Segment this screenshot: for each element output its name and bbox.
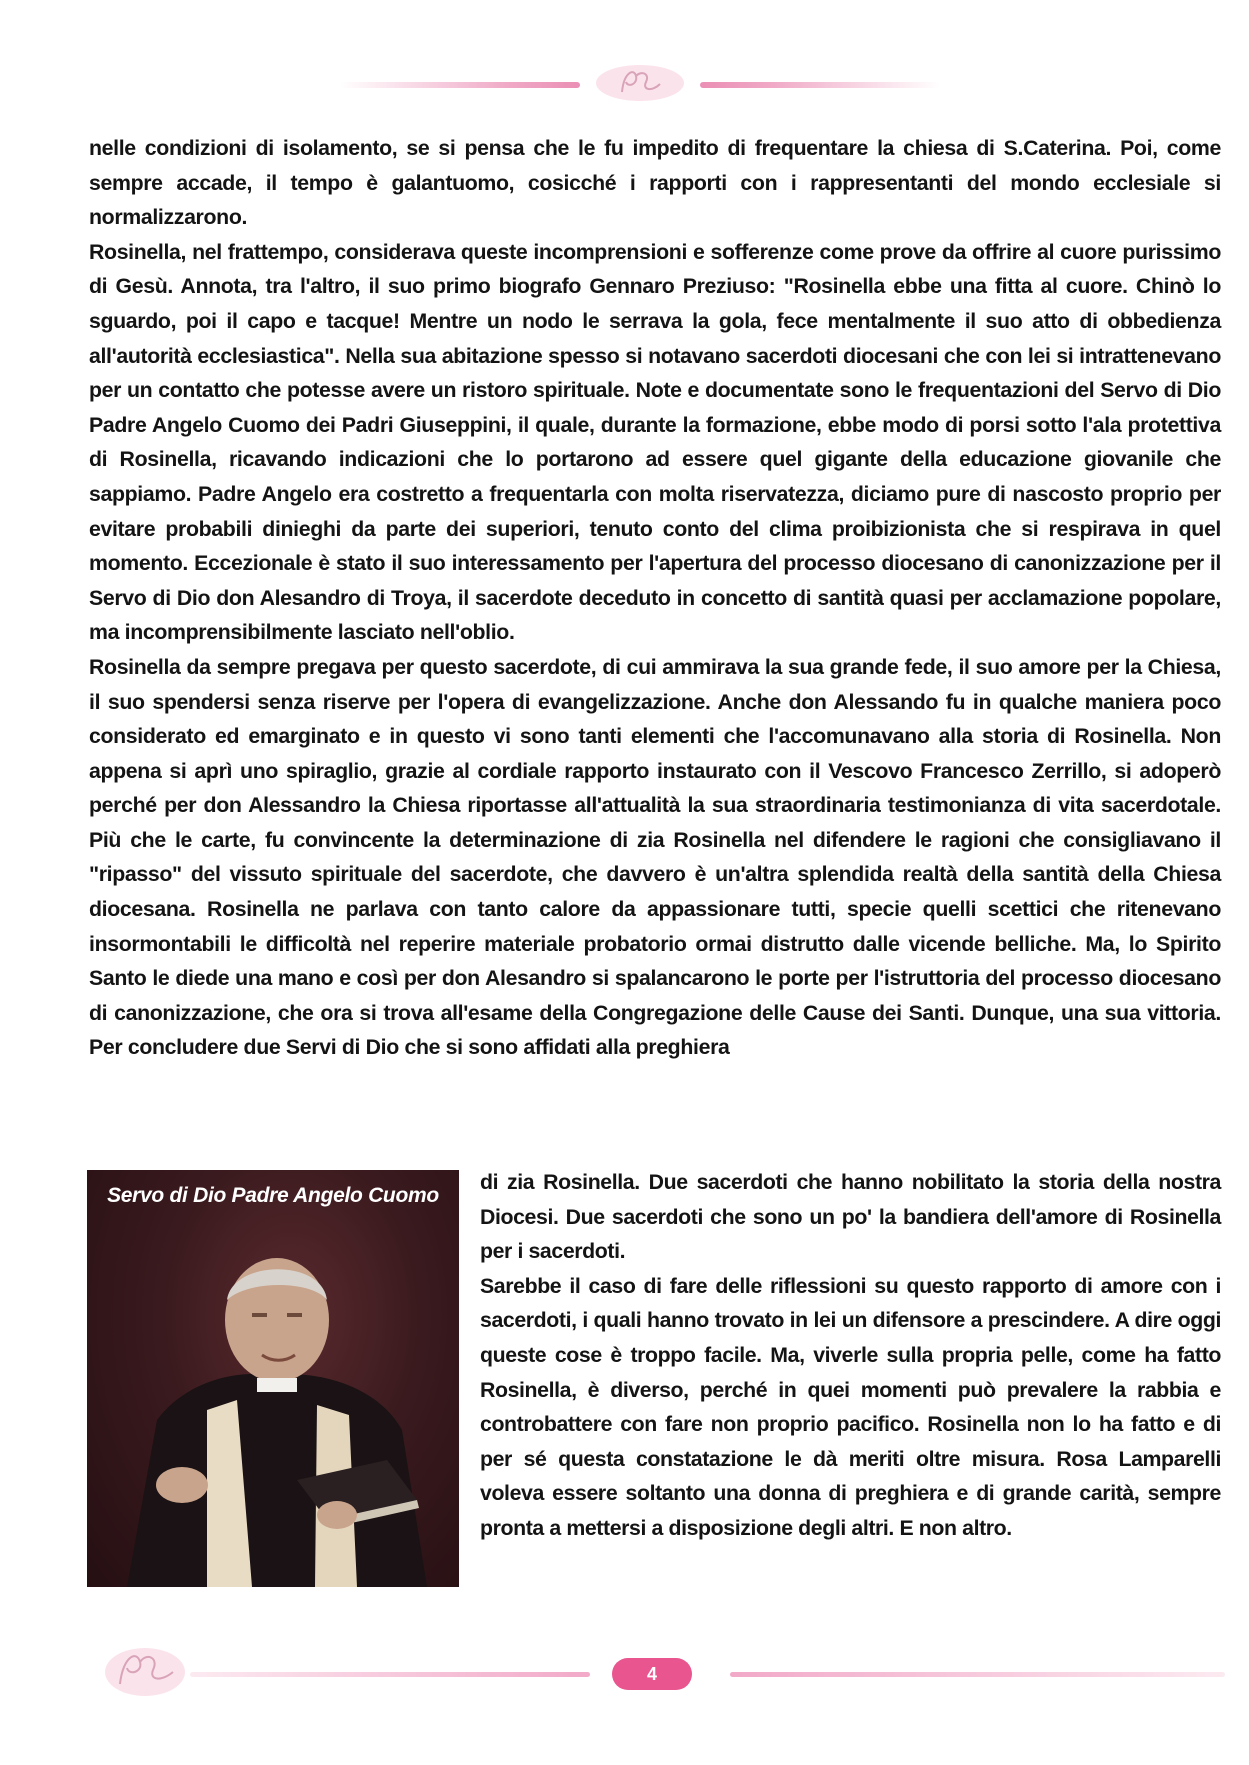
priest-figure-illustration — [87, 1170, 459, 1587]
paragraph: Rosinella da sempre pregava per questo sacerdote, di cui ammirava la sua grande fede, il suo amore per la Chiesa, il suo spendersi senza riserve per l'opera di evangelizzazione. Anche don Alessando fu in qualche maniera poco considerato ed emarginato e in questo vi sono tanti elementi che l'accomunavano alla storia di Rosinella. Non appena si aprì uno spiraglio, grazie al cordiale rapporto instaurato con il Vescovo Francesco Zerrillo, si adoperò perché per don Alessandro la Chiesa riportasse all'attualità la sua straordinaria testimonianza di vita sacerdotale. Più che le carte, fu convincente la determinazione di zia Rosinella nel difendere le ragioni che consigliavano il "ripasso" del vissuto spirituale del sacerdote, che davvero è un'altra splendida realtà della santità della Chiesa diocesana. Rosinella ne parlava con tanto calore da appassionare tutti, specie quelli scettici che ritenevano insormontabili le difficoltà nel reperire materiale probatorio ormai distrutto dalle vicende belliche. Ma, lo Spirito Santo le diede una mano e così per don Alesandro si spalancarono le porte per l'istruttoria del processo diocesano di canonizzazione, che ora si trova all'esame della Congregazione delle Cause dei Santi. Dunque, una sua vittoria. Per concludere due Servi di Dio che si sono affidati alla preghiera — [89, 654, 1221, 1060]
rosinella-script-logo-icon — [590, 62, 690, 104]
article-body — [89, 131, 1221, 1065]
header-divider-right — [700, 82, 940, 88]
page-footer — [0, 1640, 1249, 1720]
photo-caption: Servo di Dio Padre Angelo Cuomo — [107, 1184, 439, 1207]
footer-divider-right — [730, 1672, 1225, 1677]
article-body-side — [480, 1165, 1221, 1546]
photo-padre-angelo-cuomo — [87, 1170, 459, 1587]
page-number: 4 — [612, 1658, 692, 1690]
footer-divider-left — [190, 1672, 590, 1677]
header-divider-left — [340, 82, 580, 88]
header-ornament — [300, 62, 980, 104]
paragraph: di zia Rosinella. Due sacerdoti che hanno nobilitato la storia della nostra Diocesi. Due sacerdoti che sono un po' la bandiera dell'amore di Rosinella per i sacerdoti. — [480, 1170, 1221, 1264]
paragraph: Sarebbe il caso di fare delle riflessioni su questo rapporto di amore con i sacerdoti, i quali hanno trovato in lei un difensore a prescindere. A dire oggi queste cose è troppo facile. Ma, viverle sulla propria pelle, come ha fatto Rosinella, è diverso, perché in quei momenti può prevalere la rabbia e controbattere con fare non proprio pacifico. Rosinella non lo ha fatto e di per sé questa constatazione le dà meriti oltre misura. Rosa Lamparelli voleva essere soltanto una donna di preghiera e di grande carità, sempre pronta a mettersi a disposizione degli altri. E non altro. — [480, 1273, 1221, 1540]
paragraph: nelle condizioni di isolamento, se si pensa che le fu impedito di frequentare la chiesa di S.Caterina. Poi, come sempre accade, il tempo è galantuomo, cosicché i rapporti con i rappresentanti del mondo ecclesiale si normalizzarono. — [89, 136, 1221, 230]
rosinella-script-logo-icon — [95, 1640, 195, 1700]
paragraph: Rosinella, nel frattempo, considerava queste incomprensioni e sofferenze come prove da offrire al cuore purissimo di Gesù. Annota, tra l'altro, il suo primo biografo Gennaro Preziuso: "Rosinella ebbe una fitta al cuore. Chinò lo sguardo, poi il capo e tacque! Mentre un nodo le serrava la gola, fece mentalmente il suo atto di obbedienza all'autorità ecclesiastica". Nella sua abitazione spesso si notavano sacerdoti diocesani che con lei si intrattenevano per un contatto che potesse avere un ristoro spirituale. Note e documentate sono le frequentazioni del Servo di Dio Padre Angelo Cuomo dei Padri Giuseppini, il quale, durante la formazione, ebbe modo di porsi sotto l'ala protettiva di Rosinella, ricavando indicazioni che lo portarono ad essere quel gigante della educazione giovanile che sappiamo. Padre Angelo era costretto a frequentarla con molta riservatezza, diciamo pure di nascosto proprio per evitare probabili dinieghi da parte dei superiori, tenuto conto del clima proibizionista che si respirava in quel momento. Eccezionale è stato il suo interessamento per l'apertura del processo diocesano di canonizzazione per il Servo di Dio don Alesandro di Troya, il sacerdote deceduto in concetto di santità quasi per acclamazione popolare, ma incomprensibilmente lasciato nell'oblio. — [89, 239, 1221, 645]
